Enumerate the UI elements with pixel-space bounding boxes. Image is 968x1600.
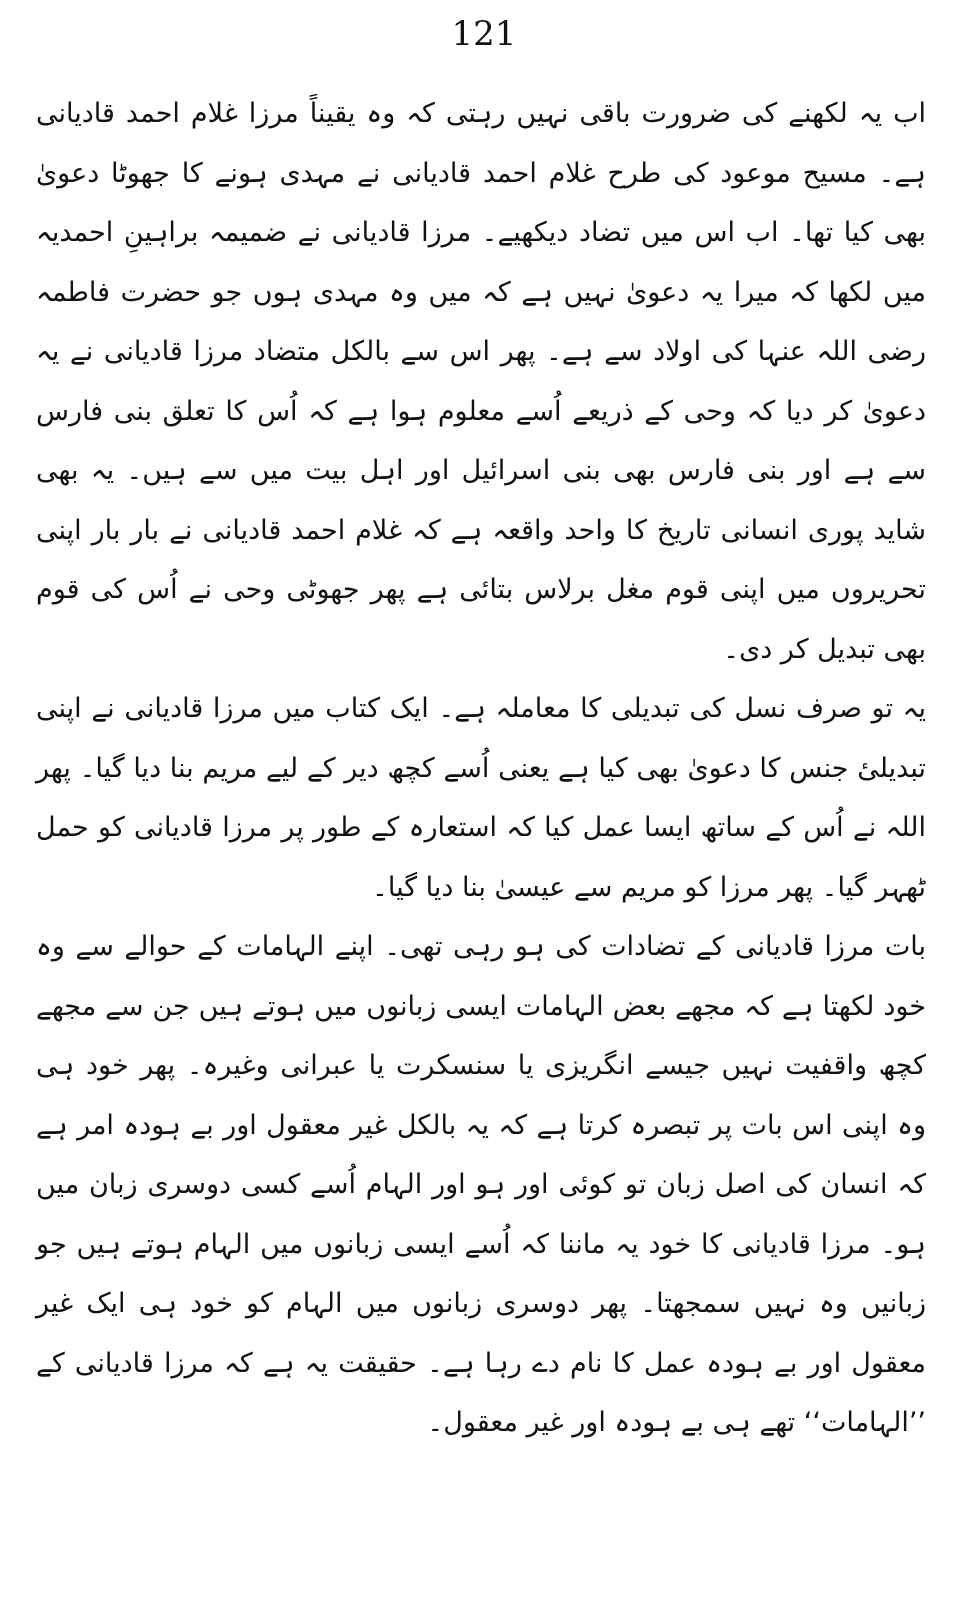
- page-number: 121: [451, 14, 517, 54]
- body-text: [36, 84, 926, 1453]
- paragraph-2: یہ تو صرف نسل کی تبدیلی کا معاملہ ہے۔ ایک کتاب میں مرزا قادیانی نے اپنی تبدیلیٔ جنس کا دعویٰ بھی کیا ہے یعنی اُسے کچھ دیر کے لیے مریم بنا دیا گیا۔ پھر اللہ نے اُس کے ساتھ ایسا عمل کیا کہ استعارہ کے طور پر مرزا قادیانی کو حمل ٹھہر گیا۔ پھر مرزا کو مریم سے عیسیٰ بنا دیا گیا۔: [36, 693, 926, 903]
- paragraph-3: بات مرزا قادیانی کے تضادات کی ہو رہی تھی۔ اپنے الہامات کے حوالے سے وہ خود لکھتا ہے کہ مجھے بعض الہامات ایسی زبانوں میں ہوتے ہیں جن سے مجھے کچھ واقفیت نہیں جیسے انگریزی یا سنسکرت یا عبرانی وغیرہ۔ پھر خود ہی وہ اپنی اس بات پر تبصرہ کرتا ہے کہ یہ بالکل غیر معقول اور بے ہودہ امر ہے کہ انسان کی اصل زبان تو کوئی اور ہو اور الہام اُسے کسی دوسری زبان میں ہو۔ مرزا قادیانی کا خود یہ ماننا کہ اُسے ایسی زبانوں میں الہام ہوتے ہیں جو زبانیں وہ نہیں سمجھتا۔ پھر دوسری زبانوں میں الہام کو خود ہی ایک غیر معقول اور بے ہودہ عمل کا نام دے رہا ہے۔ حقیقت یہ ہے کہ مرزا قادیانی کے ’’الہامات‘‘ تھے ہی بے ہودہ اور غیر معقول۔: [36, 931, 926, 1438]
- paragraph-1: اب یہ لکھنے کی ضرورت باقی نہیں رہتی کہ وہ یقیناً مرزا غلام احمد قادیانی ہے۔ مسیح موعود کی طرح غلام احمد قادیانی نے مہدی ہونے کا جھوٹا دعویٰ بھی کیا تھا۔ اب اس میں تضاد دیکھیے۔ مرزا قادیانی نے ضمیمہ براہینِ احمدیہ میں لکھا کہ میرا یہ دعویٰ نہیں ہے کہ میں وہ مہدی ہوں جو حضرت فاطمہ رضی اللہ عنہا کی اولاد سے ہے۔ پھر اس سے بالکل متضاد مرزا قادیانی نے یہ دعویٰ کر دیا کہ وحی کے ذریعے اُسے معلوم ہوا ہے کہ اُس کا تعلق بنی فارس سے ہے اور بنی فارس بھی بنی اسرائیل اور اہل بیت میں سے ہیں۔ یہ بھی شاید پوری انسانی تاریخ کا واحد واقعہ ہے کہ غلام احمد قادیانی نے بار بار اپنی تحریروں میں اپنی قوم مغل برلاس بتائی ہے پھر جھوٹی وحی نے اُس کی قوم بھی تبدیل کر دی۔: [36, 98, 926, 665]
